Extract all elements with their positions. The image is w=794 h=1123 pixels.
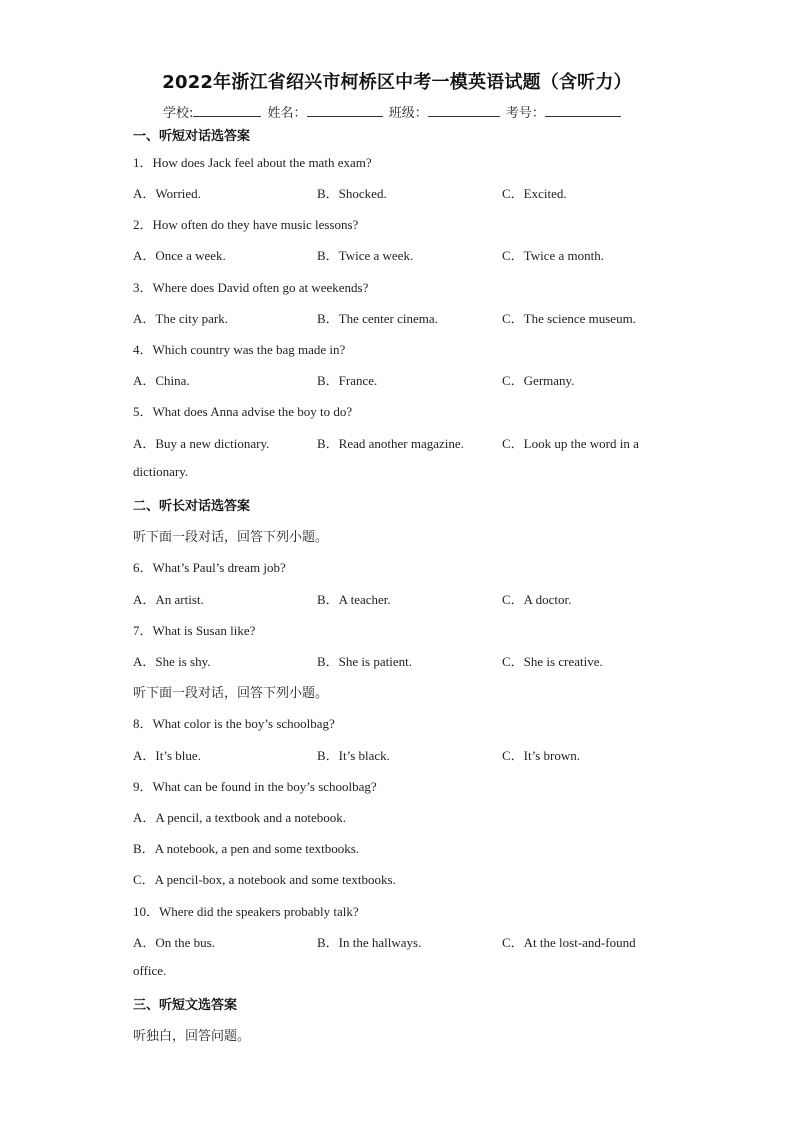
instruction-3: 听独白，回答问题。 <box>133 1029 251 1044</box>
section-heading-2: 二、听长对话选答案 <box>133 499 251 514</box>
section-heading-1: 一、听短对话选答案 <box>133 129 251 144</box>
question-9-stem: 9．What can be found in the boy’s schoolbag? <box>133 779 377 794</box>
question-2-option-c: C．Twice a month. <box>502 248 604 263</box>
question-7-option-b: B．She is patient. <box>317 654 412 669</box>
instruction-2: 听下面一段对话，回答下列小题。 <box>133 686 329 701</box>
page-title: 2022年浙江省绍兴市柯桥区中考一模英语试题（含听力） <box>162 72 632 93</box>
question-7-option-a: A．She is shy. <box>133 654 211 669</box>
question-4-option-a: A．China. <box>133 373 190 388</box>
question-2-option-a: A．Once a week. <box>133 248 226 263</box>
question-3-stem: 3．Where does David often go at weekends? <box>133 280 369 295</box>
question-5-stem: 5．What does Anna advise the boy to do? <box>133 404 353 419</box>
section-heading-3: 三、听短文选答案 <box>133 998 238 1013</box>
question-3-option-b: B．The center cinema. <box>317 311 438 326</box>
question-2-stem: 2．How often do they have music lessons? <box>133 217 359 232</box>
question-1-stem: 1．How does Jack feel about the math exam? <box>133 155 372 170</box>
question-1-option-c: C．Excited. <box>502 186 567 201</box>
name-blank <box>307 104 383 117</box>
question-5-option-c-continued: dictionary. <box>133 464 189 479</box>
question-5-option-a: A．Buy a new dictionary. <box>133 436 270 451</box>
class-blank <box>428 104 500 117</box>
question-9-option-c: C．A pencil-box, a notebook and some textbooks. <box>133 872 396 887</box>
question-6-stem: 6．What’s Paul’s dream job? <box>133 560 286 575</box>
question-5-option-b: B．Read another magazine. <box>317 436 464 451</box>
number-blank <box>545 104 621 117</box>
student-info-line <box>163 102 623 121</box>
instruction-1: 听下面一段对话，回答下列小题。 <box>133 530 329 545</box>
question-4-option-c: C．Germany. <box>502 373 575 388</box>
question-10-option-c-continued: office. <box>133 963 167 978</box>
question-9-option-a: A．A pencil, a textbook and a notebook. <box>133 810 347 825</box>
question-6-option-c: C．A doctor. <box>502 592 572 607</box>
question-7-stem: 7．What is Susan like? <box>133 623 256 638</box>
question-9-option-b: B．A notebook, a pen and some textbooks. <box>133 841 360 856</box>
school-label: 学校: <box>163 106 194 121</box>
question-1-option-b: B．Shocked. <box>317 186 387 201</box>
question-7-option-c: C．She is creative. <box>502 654 603 669</box>
number-label: 考号： <box>505 106 545 121</box>
question-1-option-a: A．Worried. <box>133 186 201 201</box>
question-10-stem: 10．Where did the speakers probably talk? <box>133 904 359 919</box>
question-5-option-c: C．Look up the word in a <box>502 436 639 451</box>
question-8-option-c: C．It’s brown. <box>502 748 581 763</box>
question-8-option-b: B．It’s black. <box>317 748 390 763</box>
class-label: 班级： <box>388 106 428 121</box>
question-2-option-b: B．Twice a week. <box>317 248 414 263</box>
question-3-option-c: C．The science museum. <box>502 311 636 326</box>
question-8-stem: 8．What color is the boy’s schoolbag? <box>133 716 335 731</box>
question-6-option-a: A．An artist. <box>133 592 204 607</box>
question-6-option-b: B．A teacher. <box>317 592 391 607</box>
question-4-stem: 4．Which country was the bag made in? <box>133 342 346 357</box>
school-blank <box>193 104 261 117</box>
question-10-option-a: A．On the bus. <box>133 935 215 950</box>
name-label: 姓名： <box>267 106 307 121</box>
question-4-option-b: B．France. <box>317 373 378 388</box>
question-10-option-b: B．In the hallways. <box>317 935 422 950</box>
question-10-option-c: C．At the lost-and-found <box>502 935 636 950</box>
question-3-option-a: A．The city park. <box>133 311 228 326</box>
question-8-option-a: A．It’s blue. <box>133 748 201 763</box>
